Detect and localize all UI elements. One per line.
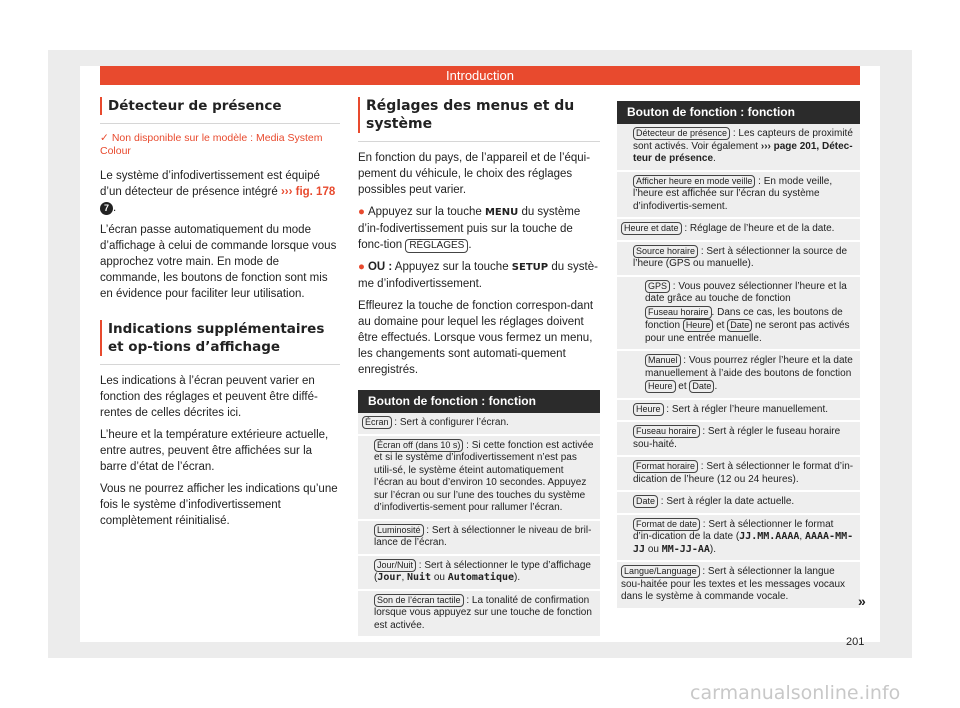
table-row: Date : Sert à régler la date actuelle. (617, 492, 860, 515)
paragraph: Vous ne pourrez afficher les indications qu’une fois le système d’infodivertissement complètement réinitialisé. (100, 483, 338, 527)
section-title-presence-detector: Détecteur de présence (100, 97, 340, 115)
availability-note: ✓ Non disponible sur le modèle : Media System Colour (100, 132, 323, 157)
bullet-icon: ● (358, 206, 365, 218)
check-icon: ✓ (100, 132, 109, 144)
section-title-settings: Réglages des menus et du système (358, 97, 600, 133)
table-row: Manuel : Vous pourrez régler l’heure et la date manuellement à l’aide des boutons de fonction Heure et Date . (617, 351, 860, 400)
table-row: Écran off (dans 10 s) : Si cette fonction est activée et si le système d’infodivertissement n’est pas utili-sé, le système éteint automatiquement l’écran au bout d’environ 10 secondes. Appuyez sur l’écran ou sur l’une des touches du système d’infodivertis-sement pour rallumer l’écran. (358, 436, 600, 521)
table-row: Jour/Nuit : Sert à sélectionner le type d’affichage (Jour, Nuit ou Automatique). (358, 556, 600, 591)
divider (100, 123, 340, 124)
figure-link[interactable]: ››› fig. 178 (280, 186, 336, 198)
table-row: GPS : Vous pouvez sélectionner l’heure et la date grâce au touche de fonction Fuseau horaire . Dans ce cas, les boutons de fonction Heure et Date ne seront pas activés pour une entrée manuelle. (617, 277, 860, 352)
function-table (358, 390, 600, 638)
instruction-step: ● Appuyez sur la touche MENU du système d’in-fodivertissement puis sur la touche de fonc-tion RÉGLAGES . (358, 206, 581, 251)
paragraph: En fonction du pays, de l’appareil et de l’équi-pement du véhicule, le choix des réglages possibles peut varier. (358, 152, 591, 196)
table-row: Langue/Language : Sert à sélectionner la langue sou-haitée pour les textes et les messages vocaux dans le système à commande vocale. (617, 562, 860, 610)
column-2 (358, 97, 600, 638)
table-row: Format horaire : Sert à sélectionner le format d’in-dication de l’heure (12 ou 24 heures). (617, 457, 860, 492)
setup-key-label: SETUP (511, 262, 549, 273)
column-3 (617, 101, 860, 610)
figure-callout-number: 7 (100, 202, 113, 215)
paragraph: Les indications à l’écran peuvent varier en fonction des réglages et peuvent être diffé-rentes de celles décrites ici. (100, 375, 318, 419)
table-title: Bouton de fonction : fonction (358, 390, 600, 413)
table-row: Luminosité : Sert à sélectionner le niveau de bril-lance de l’écran. (358, 521, 600, 556)
paragraph: L’écran passe automatiquement du mode d’affichage à celui de commande lorsque vous approchez votre main. En mode de commande, les boutons de fonction sont mis en évidence pour faciliter leur utilisation. (100, 224, 337, 300)
next-page-icon: » (858, 593, 866, 609)
paragraph: L’heure et la température extérieure actuelle, entre autres, peuvent être affichées sur la barre d’état de l’écran. (100, 429, 329, 473)
divider (358, 141, 600, 142)
column-1 (100, 97, 340, 535)
paragraph: Effleurez la touche de fonction correspon-dant au domaine pour lequel les réglages doivent être effectués. Lorsque vous fermez un menu, les changements sont automati-quement enregistrés. (358, 300, 594, 376)
table-row: Afficher heure en mode veille : En mode veille, l’heure est affichée sur l’écran du système d’infodivertis-sement. (617, 172, 860, 220)
menu-key-label: MENU (484, 207, 519, 218)
table-row: Fuseau horaire : Sert à régler le fuseau horaire sou-haité. (617, 422, 860, 457)
page-link[interactable]: ››› page 201, Détec-teur de présence (633, 140, 853, 164)
bullet-icon: ● (358, 261, 365, 273)
table-title: Bouton de fonction : fonction (617, 101, 860, 124)
table-row: Heure : Sert à régler l’heure manuellement. (617, 400, 860, 423)
table-row: Format de date : Sert à sélectionner le format d’in-dication de la date (JJ.MM.AAAA, AAAA-MM-JJ ou MM-JJ-AA). (617, 515, 860, 563)
table-row: Écran : Sert à configurer l’écran. (358, 413, 600, 436)
instruction-step: ● OU : Appuyez sur la touche SETUP du systè-me d’infodivertissement. (358, 261, 598, 290)
chapter-header: Introduction (100, 66, 860, 85)
section-title-indications: Indications supplémentaires et op-tions d’affichage (100, 320, 340, 356)
watermark: carmanualsonline.info (690, 682, 901, 704)
page-number: 201 (846, 636, 865, 648)
table-row: Détecteur de présence : Les capteurs de proximité sont activés. Voir également ››› page 201, Détec-teur de présence. (617, 124, 860, 172)
divider (100, 364, 340, 365)
table-row: Son de l’écran tactile : La tonalité de confirmation lorsque vous appuyez sur une touche de fonction est activée. (358, 591, 600, 639)
table-row: Source horaire : Sert à sélectionner la source de l’heure (GPS ou manuelle). (617, 242, 860, 277)
table-row: Heure et date : Réglage de l’heure et de la date. (617, 219, 860, 242)
reglages-button-label: RÉGLAGES (405, 239, 468, 253)
paragraph: Le système d’infodivertissement est équipé d’un détecteur de présence intégré ››› fig. 178 7 . (100, 170, 336, 214)
